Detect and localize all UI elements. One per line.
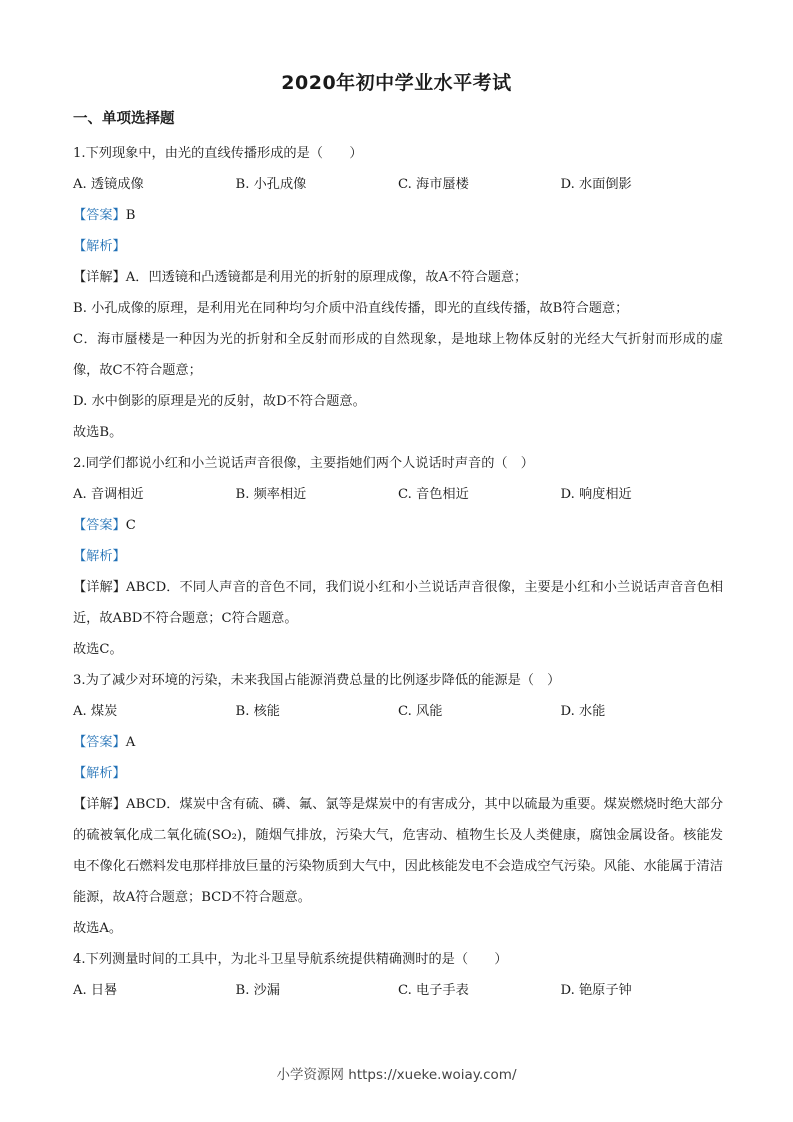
option-c: C. 海市蜃楼 [398,177,469,192]
question-stem: 3.为了减少对环境的污染，未来我国占能源消费总量的比例逐步降低的能源是（ ） [73,673,561,688]
option-c: C. 电子手表 [398,983,469,998]
detail-text: A．凹透镜和凸透镜都是利用光的折射的原理成像，故A不符合题意； [125,270,528,285]
question-4 [73,944,723,1006]
options-row [73,696,723,727]
option-c: C. 风能 [398,704,443,719]
answer-tag: 【答案】 [73,518,126,533]
option-d: D. 铯原子钟 [560,983,632,998]
question-stem: 2.同学们都说小红和小兰说话声音很像，主要指她们两个人说话时声音的（ ） [73,456,534,471]
answer-line [73,727,723,758]
option-d: D. 响度相近 [560,487,632,502]
answer-line [73,200,723,231]
analysis-tag: 【解析】 [73,239,126,254]
conclusion: 故选A。 [73,921,123,936]
conclusion: 故选B。 [73,425,123,440]
option-b: B. 小孔成像 [235,177,307,192]
answer-tag: 【答案】 [73,208,126,223]
conclusion: 故选C。 [73,642,123,657]
section-heading: 一、单项选择题 [73,111,175,127]
answer-line [73,510,723,541]
option-d: D. 水面倒影 [560,177,632,192]
options-row [73,169,723,200]
detail-text: D. 水中倒影的原理是光的反射，故D不符合题意。 [73,394,366,409]
answer-value: A [125,735,136,750]
page-footer: 小学资源网 https://xueke.woiay.com/ [276,1067,517,1083]
detail-text: B. 小孔成像的原理，是利用光在同种均匀介质中沿直线传播，即光的直线传播，故B符合题意； [73,301,629,316]
detail-text: ABCD．煤炭中含有硫、磷、氟、氯等是煤炭中的有害成分，其中以硫最为重要。煤炭燃烧时绝大部分的硫被氧化成二氧化硫(SO₂)，随烟气排放，污染大气，危害动、植物生长及人类健康，腐蚀金属设备。核能发电不像化石燃料发电那样排放巨量的污染物质到大气中，因此核能发电不会造成空气污染。风能、水能属于清洁能源，故A符合题意；BCD不符合题意。 [73,797,724,905]
option-b: B. 核能 [235,704,280,719]
option-d: D. 水能 [560,704,606,719]
detail-tag: 【详解】 [73,580,127,595]
exam-content [73,138,723,1006]
page-title: 2020年初中学业水平考试 [281,72,512,94]
question-3 [73,665,723,944]
detail-line [73,262,723,293]
question-stem: 4.下列测量时间的工具中，为北斗卫星导航系统提供精确测时的是（ ） [73,952,508,967]
answer-value: B [125,208,136,223]
option-a: A. 透镜成像 [73,177,144,192]
detail-tag: 【详解】 [73,797,127,812]
detail-line [73,572,723,634]
answer-tag: 【答案】 [73,735,126,750]
option-b: B. 沙漏 [235,983,280,998]
option-b: B. 频率相近 [235,487,307,502]
analysis-tag: 【解析】 [73,766,126,781]
option-a: A. 音调相近 [73,487,144,502]
detail-tag: 【详解】 [73,270,126,285]
option-a: A. 日晷 [73,983,118,998]
option-a: A. 煤炭 [73,704,118,719]
options-row [73,479,723,510]
options-row [73,975,723,1006]
detail-text: ABCD．不同人声音的音色不同，我们说小红和小兰说话声音很像，主要是小红和小兰说话声音音色相近，故ABD不符合题意；C符合题意。 [73,580,724,626]
question-2 [73,448,723,665]
detail-text: C．海市蜃楼是一种因为光的折射和全反射而形成的自然现象，是地球上物体反射的光经大气折射而形成的虚像，故C不符合题意； [73,332,723,378]
analysis-tag: 【解析】 [73,549,126,564]
question-stem: 1.下列现象中，由光的直线传播形成的是（ ） [73,146,363,161]
answer-value: C [125,518,136,533]
detail-line [73,789,723,913]
option-c: C. 音色相近 [398,487,469,502]
question-1 [73,138,723,448]
